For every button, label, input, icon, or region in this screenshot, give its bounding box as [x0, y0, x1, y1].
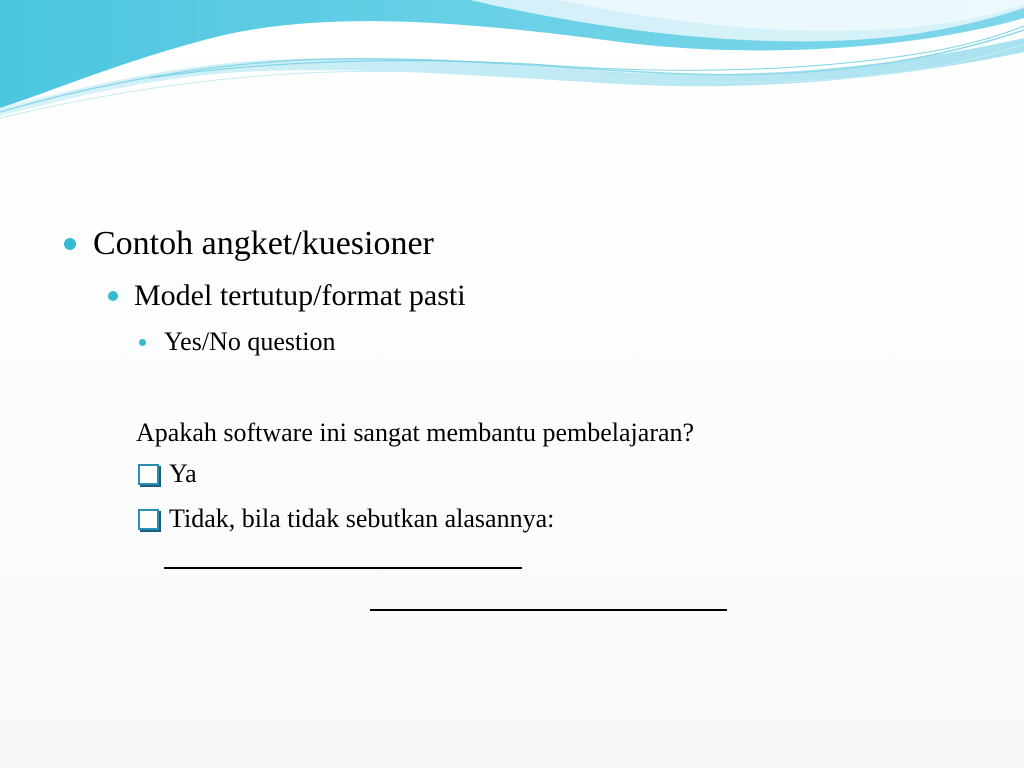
bullet-level-3-text: Yes/No question [164, 327, 336, 356]
survey-question: Apakah software ini sangat membantu pembelajaran? [136, 418, 695, 447]
answer-line [370, 609, 727, 611]
bullet-level-2-text: Model tertutup/format pasti [134, 279, 466, 312]
bullet-level-3 [139, 325, 335, 359]
bullet-level-2 [108, 277, 466, 315]
bullet-dot-icon [139, 339, 146, 346]
option-tidak-label: Tidak, bila tidak sebutkan alasannya: [169, 504, 555, 533]
checkbox-icon[interactable] [138, 509, 159, 530]
option-ya[interactable] [136, 459, 197, 489]
bullet-level-1 [64, 222, 434, 266]
bullet-dot-icon [108, 291, 118, 301]
bullet-dot-icon [64, 238, 76, 250]
option-ya-label: Ya [169, 459, 197, 488]
option-tidak[interactable] [136, 504, 554, 534]
header-wave-decoration [0, 0, 1024, 130]
bullet-level-1-text: Contoh angket/kuesioner [93, 225, 434, 262]
checkbox-icon[interactable] [138, 464, 159, 485]
answer-line [164, 567, 522, 569]
